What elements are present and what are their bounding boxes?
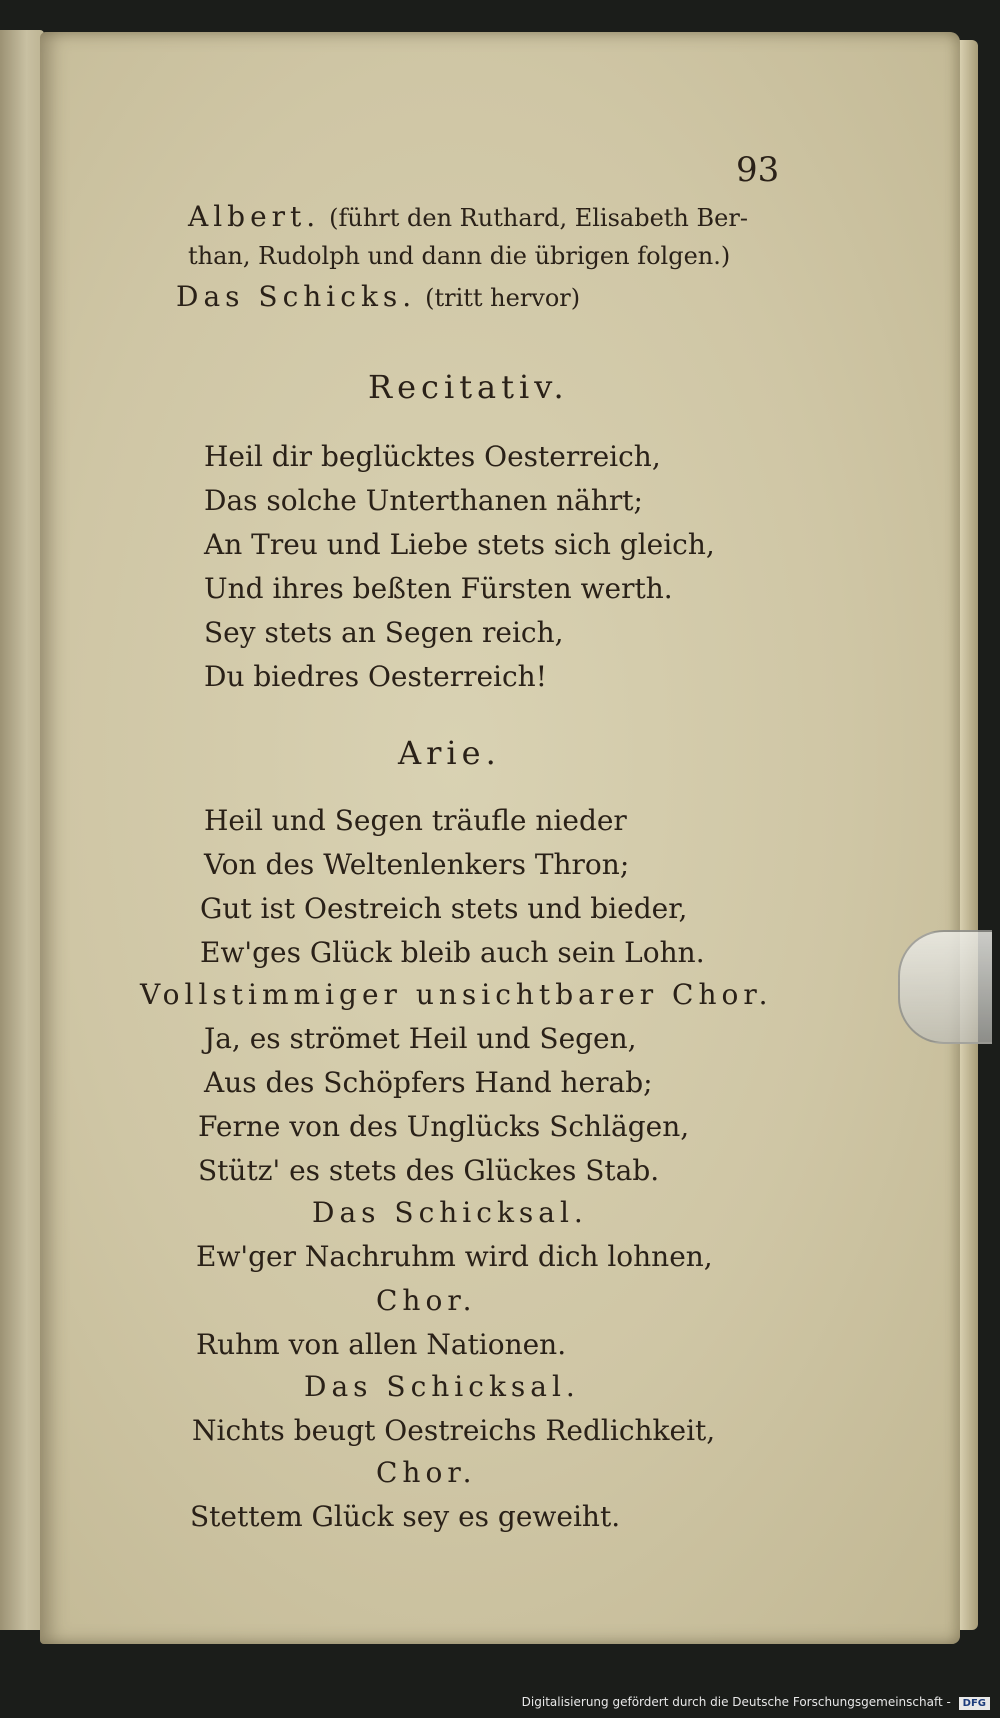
dialogue-line: Ew'ger Nachruhm wird dich lohnen,: [196, 1240, 713, 1273]
recitativ-line: Und ihres beßten Fürsten werth.: [204, 572, 673, 605]
page-number: 93: [736, 150, 780, 190]
recitativ-line: An Treu und Liebe stets sich gleich,: [204, 528, 715, 561]
arie-line: Gut ist Oestreich stets und bieder,: [200, 892, 688, 925]
heading-arie: Arie.: [398, 734, 501, 772]
arie-line: Von des Weltenlenkers Thron;: [204, 848, 630, 881]
stage-direction: (tritt hervor): [425, 284, 581, 312]
arie-line: Heil und Segen träufle nieder: [204, 804, 627, 837]
recitativ-line: Sey stets an Segen reich,: [204, 616, 564, 649]
speaker-heading: Das Schicksal.: [312, 1196, 588, 1229]
stage-line-3: [176, 280, 580, 313]
page-clip: [898, 930, 992, 1044]
speaker-heading: Chor.: [376, 1284, 477, 1317]
speaker-heading: Das Schicksal.: [304, 1370, 580, 1403]
chorus-line: Ferne von des Unglücks Schlägen,: [198, 1110, 690, 1143]
speaker-name: Das Schicks.: [176, 280, 417, 313]
dialogue-line: Nichts beugt Oestreichs Redlichkeit,: [192, 1414, 716, 1447]
recitativ-line: Du biedres Oesterreich!: [204, 660, 547, 693]
chorus-line: Stütz' es stets des Glückes Stab.: [198, 1154, 660, 1187]
recitativ-line: Das solche Unterthanen nährt;: [204, 484, 643, 517]
stage-line-2: than, Rudolph und dann die übrigen folgen.): [188, 242, 731, 270]
left-page-edge: [0, 30, 44, 1630]
credit-text: Digitalisierung gefördert durch die Deutsche Forschungsgemeinschaft -: [521, 1695, 951, 1709]
heading-recitativ: Recitativ.: [368, 368, 569, 406]
arie-line: Ew'ges Glück bleib auch sein Lohn.: [200, 936, 705, 969]
speaker-name: Albert.: [188, 200, 321, 233]
chorus-line: Ja, es strömet Heil und Segen,: [204, 1022, 637, 1055]
stage-direction: (führt den Ruthard, Elisabeth Ber-: [329, 204, 748, 232]
dfg-logo: DFG: [959, 1697, 990, 1710]
dialogue-line: Ruhm von allen Nationen.: [196, 1328, 567, 1361]
chorus-line: Aus des Schöpfers Hand herab;: [204, 1066, 653, 1099]
dialogue-line: Stettem Glück sey es geweiht.: [190, 1500, 621, 1533]
stage-line-1: [188, 200, 748, 233]
digitization-credit: [0, 1695, 990, 1710]
recitativ-line: Heil dir beglücktes Oesterreich,: [204, 440, 661, 473]
chorus-heading: Vollstimmiger unsichtbarer Chor.: [140, 978, 773, 1011]
speaker-heading: Chor.: [376, 1456, 477, 1489]
